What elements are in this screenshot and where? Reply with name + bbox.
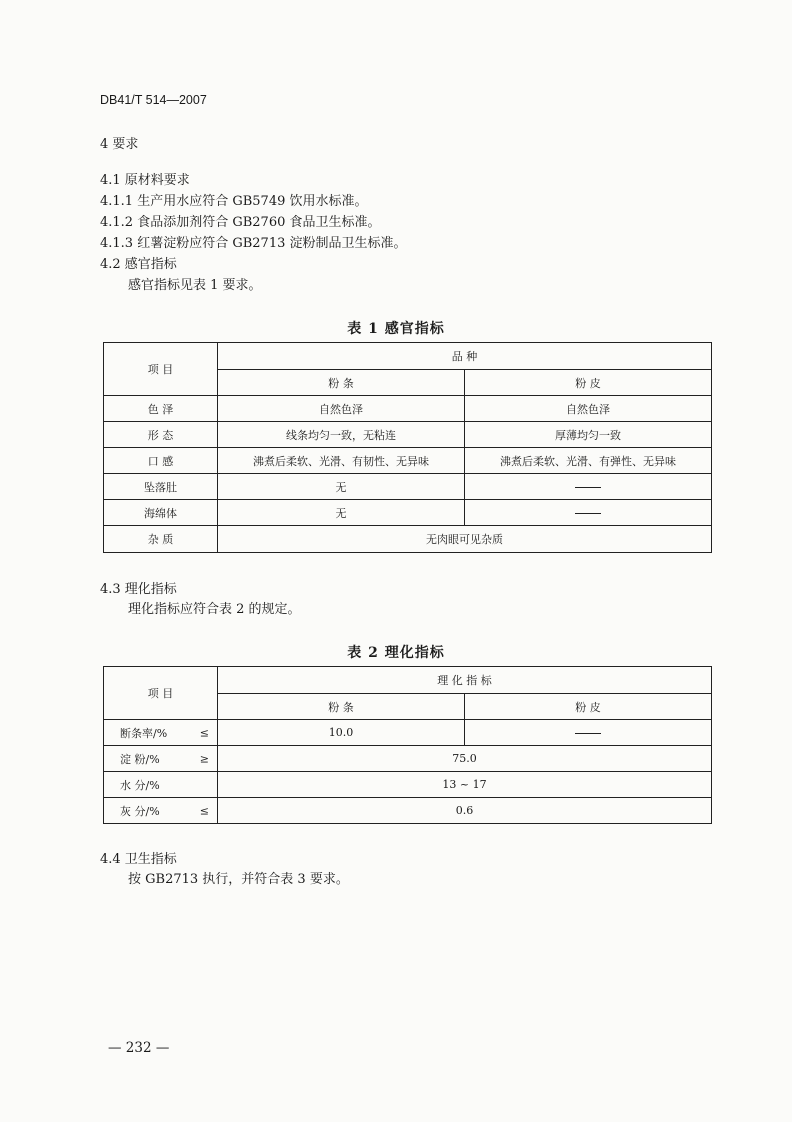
section-4-2-text: 感官指标见表 1 要求。 (128, 278, 262, 293)
comparison-symbol: ≤ (199, 804, 209, 817)
section-4-1-3-text: 4.1.3 红薯淀粉应符合 GB2713 淀粉制品卫生标准。 (100, 236, 407, 251)
table-row (104, 720, 712, 746)
table1-cell-item: 口 感 (104, 448, 218, 474)
table-row (104, 746, 712, 772)
table-row (104, 526, 712, 553)
table1-cell: 自然色泽 (218, 396, 465, 422)
page-number: — 232 — (108, 1040, 170, 1056)
item-label: 水 分/% (120, 778, 160, 792)
table-row (104, 474, 712, 500)
document-code: DB41/T 514—2007 (100, 93, 207, 107)
table1-col-fenpi: 粉 皮 (465, 370, 712, 396)
table1-col-fentiao: 粉 条 (218, 370, 465, 396)
table1-cell-empty (465, 474, 712, 500)
section-4-heading: 4 要求 (100, 137, 139, 152)
table2-col-fenpi: 粉 皮 (465, 694, 712, 720)
table2-cell-merged: 13 ~ 17 (218, 772, 712, 798)
table1-head-item: 项 目 (104, 343, 218, 396)
section-4-1-2-text: 4.1.2 食品添加剂符合 GB2760 食品卫生标准。 (100, 215, 381, 230)
section-4-3-text: 理化指标应符合表 2 的规定。 (128, 602, 301, 617)
table2-cell: 10.0 (218, 720, 465, 746)
table1-cell: 自然色泽 (465, 396, 712, 422)
table2-cell-merged: 0.6 (218, 798, 712, 824)
table1-cell-item: 海绵体 (104, 500, 218, 526)
table1-cell-item: 杂 质 (104, 526, 218, 553)
table2-physicochemical (103, 666, 712, 824)
dash-mark (575, 487, 601, 488)
comparison-symbol: ≤ (199, 726, 209, 739)
table-row (104, 772, 712, 798)
table2-cell-item (104, 772, 218, 798)
table-row (104, 422, 712, 448)
item-label: 灰 分/% (120, 804, 160, 818)
table1-cell: 沸煮后柔软、光滑、有弹性、无异味 (465, 448, 712, 474)
section-4-2-heading: 4.2 感官指标 (100, 257, 177, 272)
dash-mark (575, 733, 601, 734)
table2-cell-item (104, 798, 218, 824)
table1-cell-empty (465, 500, 712, 526)
table1-cell-item: 色 泽 (104, 396, 218, 422)
table-row (104, 396, 712, 422)
table1-cell: 无 (218, 474, 465, 500)
section-4-3-heading: 4.3 理化指标 (100, 582, 177, 597)
table-row (104, 798, 712, 824)
table2-caption: 表 2 理化指标 (347, 645, 445, 661)
item-label: 淀 粉/% (120, 752, 160, 766)
section-4-1-heading: 4.1 原材料要求 (100, 173, 190, 188)
section-4-4-heading: 4.4 卫生指标 (100, 852, 177, 867)
table-row (104, 448, 712, 474)
table1-cell: 无 (218, 500, 465, 526)
table2-head-item: 项 目 (104, 667, 218, 720)
section-4-1-1-text: 4.1.1 生产用水应符合 GB5749 饮用水标准。 (100, 194, 368, 209)
table1-cell: 线条均匀一致，无粘连 (218, 422, 465, 448)
table2-cell-empty (465, 720, 712, 746)
section-4-4-text: 按 GB2713 执行，并符合表 3 要求。 (128, 872, 349, 887)
table1-cell: 厚薄均匀一致 (465, 422, 712, 448)
table-row (104, 500, 712, 526)
table1-caption: 表 1 感官指标 (347, 321, 445, 337)
table2-cell-item (104, 746, 218, 772)
item-label: 断条率/% (120, 726, 168, 740)
comparison-symbol: ≥ (199, 752, 209, 765)
table2-cell-item (104, 720, 218, 746)
table1-cell-item: 形 态 (104, 422, 218, 448)
table1-cell-item: 坠落肚 (104, 474, 218, 500)
table2-head-index: 理 化 指 标 (218, 667, 712, 694)
table2-col-fentiao: 粉 条 (218, 694, 465, 720)
table1-cell-merged: 无肉眼可见杂质 (218, 526, 712, 553)
table2-cell-merged: 75.0 (218, 746, 712, 772)
table1-sensory (103, 342, 712, 553)
table1-head-variety: 品 种 (218, 343, 712, 370)
table1-cell: 沸煮后柔软、光滑、有韧性、无异味 (218, 448, 465, 474)
dash-mark (575, 513, 601, 514)
